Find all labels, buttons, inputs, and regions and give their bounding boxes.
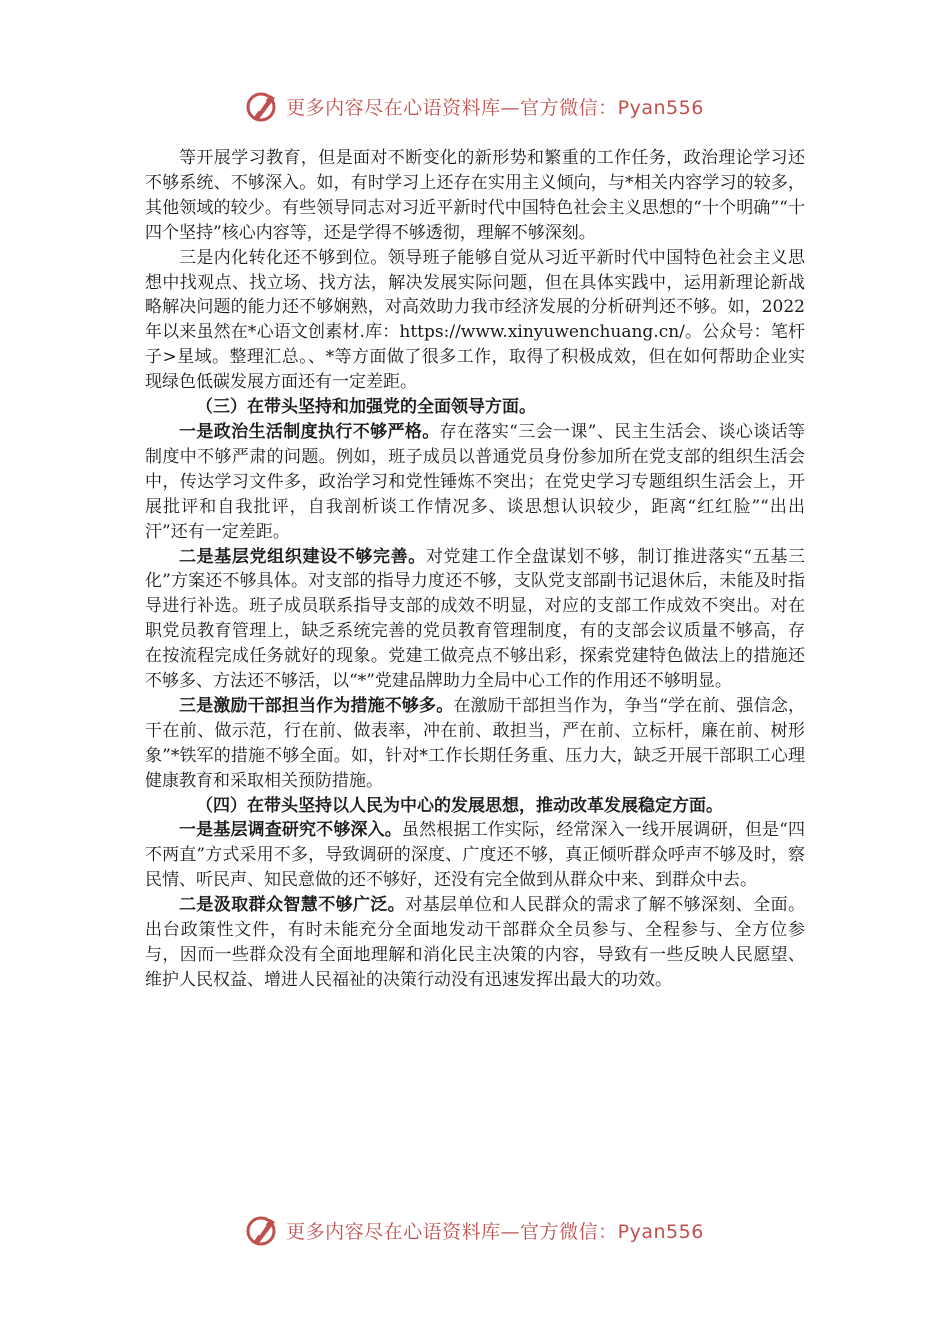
- paragraph: 等开展学习教育，但是面对不断变化的新形势和繁重的工作任务，政治理论学习还不够系统、不够深入。如，有时学习上还存在实用主义倾向，与*相关内容学习的较多，其他领域的较少。有些领导同志对习近平新时代中国特色社会主义思想的“十个明确”“十四个坚持”核心内容等，还是学得不够透彻，理解不够深刻。: [145, 148, 805, 243]
- paragraph: 三是激励干部担当作为措施不够多。在激励干部担当作为，争当“学在前、强信念，干在前、做示范，行在前、做表率，冲在前、敢担当，严在前、立标杆，廉在前、树形象”*铁军的措施不够全面。如，针对*工作长期任务重、压力大，缺乏开展干部职工心理健康教育和采取相关预防措施。: [145, 695, 805, 791]
- paragraph: 二是基层党组织建设不够完善。对党建工作全盘谋划不够，制订推进落实“五基三化”方案还不够具体。对支部的指导力度还不够，支队党支部副书记退休后，未能及时指导进行补选。班子成员联系指导支部的成效不明显，对应的支部工作成效不突出。对在职党员教育管理上，缺乏系统完善的党员教育管理制度，有的支部会议质量不够高，存在按流程完成任务就好的现象。党建工做亮点不够出彩，探索党建特色做法上的措施还不够多、方法还不够活，以“*”党建品牌助力全局中心工作的作用还不够明显。: [145, 546, 805, 692]
- footer-banner: [0, 1208, 950, 1252]
- section-heading: （四）在带头坚持以人民为中心的发展思想，推动改革发展稳定方面。: [196, 795, 723, 816]
- section-heading: （三）在带头坚持和加强党的全面领导方面。: [196, 397, 536, 418]
- pen-logo-icon: [246, 89, 280, 123]
- banner-text: 更多内容尽在心语资料库—官方微信：Pyan556: [286, 96, 704, 119]
- pen-logo-icon: [246, 1213, 280, 1247]
- paragraph: 三是内化转化还不够到位。领导班子能够自觉从习近平新时代中国特色社会主义思想中找观点、找立场、找方法，解决发展实际问题，但在具体实践中，运用新理论新战略解决问题的能力还不够娴熟，对高效助力我市经济发展的分析研判还不够。如，2022年以来虽然在*心语文创素材.库：https://www.xinyuwenchuang.cn/。公众号：笔杆子>星域。整理汇总。、*等方面做了很多工作，取得了积极成效，但在如何帮助企业实现绿色低碳发展方面还有一定差距。: [145, 247, 805, 393]
- paragraph: 一是基层调查研究不够深入。虽然根据工作实际，经常深入一线开展调研，但是“四不两直”方式采用不多，导致调研的深度、广度还不够，真正倾听群众呼声不够及时，察民情、听民声、知民意做的还不够好，还没有完全做到从群众中来、到群众中去。: [145, 820, 805, 891]
- paragraph: 二是汲取群众智慧不够广泛。对基层单位和人民群众的需求了解不够深刻、全面。出台政策性文件，有时未能充分全面地发动干部群众全员参与、全程参与、全方位参与，因而一些群众没有全面地理解和消化民主决策的内容，导致有一些反映人民愿望、维护人民权益、增进人民福祉的决策行动没有迅速发挥出最大的功效。: [145, 895, 806, 990]
- header-banner: [0, 84, 950, 128]
- banner-text: 更多内容尽在心语资料库—官方微信：Pyan556: [286, 1220, 704, 1243]
- paragraph: 一是政治生活制度执行不够严格。存在落实“三会一课”、民主生活会、谈心谈话等制度中不够严肃的问题。例如，班子成员以普通党员身份参加所在党支部的组织生活会中，传达学习文件多，政治学习和党性锤炼不突出；在党史学习专题组织生活会上，开展批评和自我批评，自我剖析谈工作情况多、谈思想认识较少，距离“红红脸”“出出汗”还有一定差距。: [145, 421, 805, 542]
- document-body: [145, 146, 805, 993]
